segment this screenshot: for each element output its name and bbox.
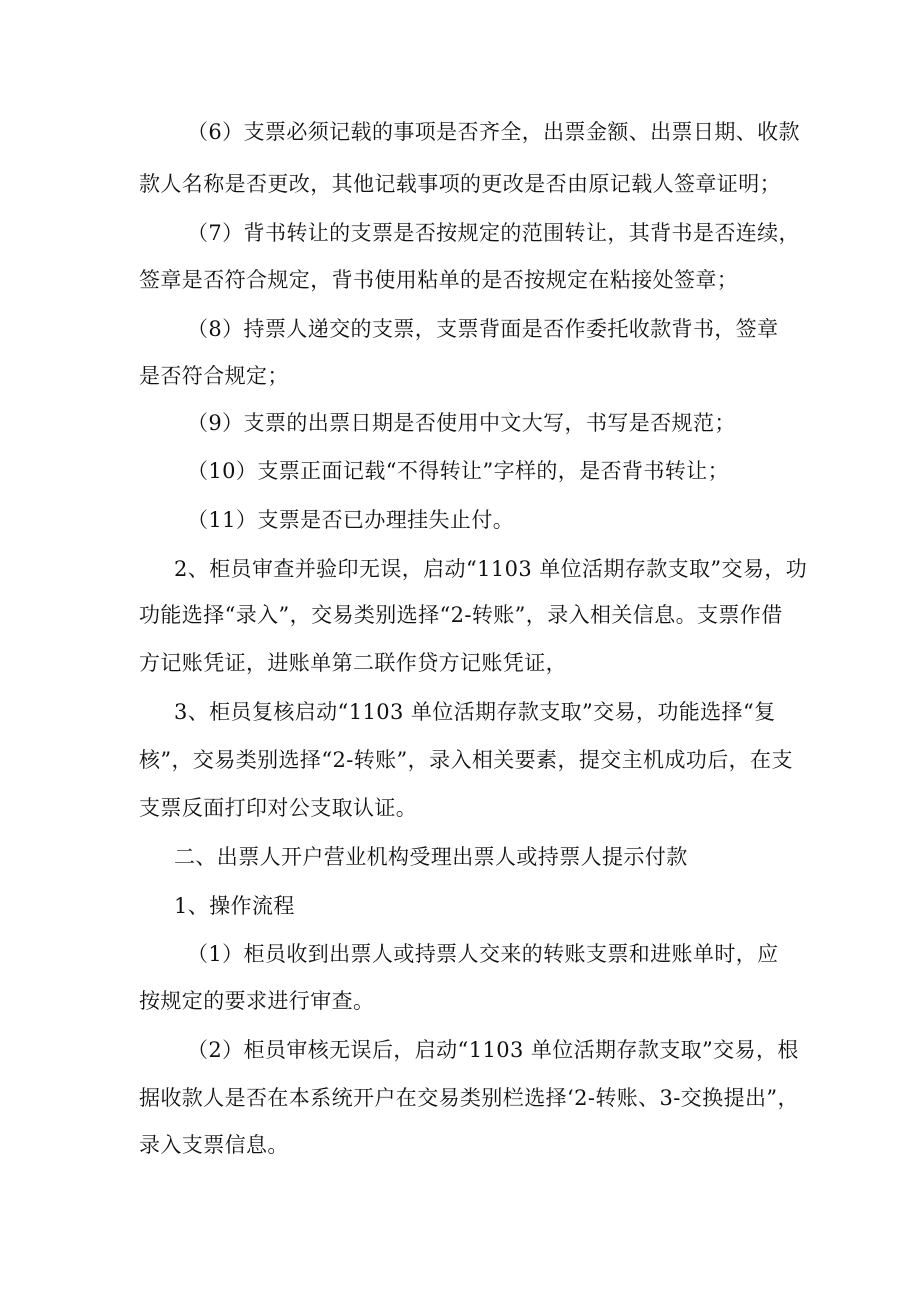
text-line: 款人名称是否更改，其他记载事项的更改是否由原记载人签章证明；: [139, 172, 781, 196]
subsection-heading: 1、操作流程: [174, 894, 295, 918]
section-heading: 二、出票人开户营业机构受理出票人或持票人提示付款: [174, 845, 688, 869]
text-line: 3、柜员复核启动“1103 单位活期存款支取”交易，功能选择“复: [174, 700, 776, 724]
text-line: （7）背书转让的支票是否按规定的范围转让，其背书是否连续，: [187, 221, 800, 245]
text-line: 按规定的要求进行审查。: [139, 989, 375, 1013]
text-line: （10）支票正面记载“不得转让”字样的，是否背书转让；: [187, 459, 729, 483]
text-line: 2、柜员审查并验印无误，启动“1103 单位活期存款支取”交易，功: [174, 557, 808, 581]
text-line: 方记账凭证，进账单第二联作贷方记账凭证，: [139, 651, 567, 675]
text-line: 录入支票信息。: [139, 1133, 289, 1157]
text-line: 功能选择“录入”，交易类别选择“2-转账”，录入相关信息。支票作借: [139, 603, 783, 627]
text-line: （11）支票是否已办理挂失止付。: [187, 508, 515, 532]
text-line: 支票反面打印对公支取认证。: [139, 796, 418, 820]
text-line: 签章是否符合规定，背书使用粘单的是否按规定在粘接处签章；: [139, 268, 739, 292]
text-line: （6）支票必须记载的事项是否齐全，出票金额、出票日期、收款: [187, 120, 800, 144]
text-line: （1）柜员收到出票人或持票人交来的转账支票和进账单时，应: [187, 942, 779, 966]
text-line: （2）柜员审核无误后，启动“1103 单位活期存款支取”交易，根: [187, 1038, 799, 1062]
text-line: （9）支票的出票日期是否使用中文大写，书写是否规范；: [187, 411, 736, 435]
text-line: 核”，交易类别选择“2-转账”，录入相关要素，提交主机成功后，在支: [139, 748, 793, 772]
text-line: （8）持票人递交的支票，支票背面是否作委托收款背书，签章: [187, 317, 779, 341]
text-line: 是否符合规定；: [139, 364, 289, 388]
text-line: 据收款人是否在本系统开户在交易类别栏选择‘2-转账、3-交换提出”，: [139, 1086, 799, 1110]
